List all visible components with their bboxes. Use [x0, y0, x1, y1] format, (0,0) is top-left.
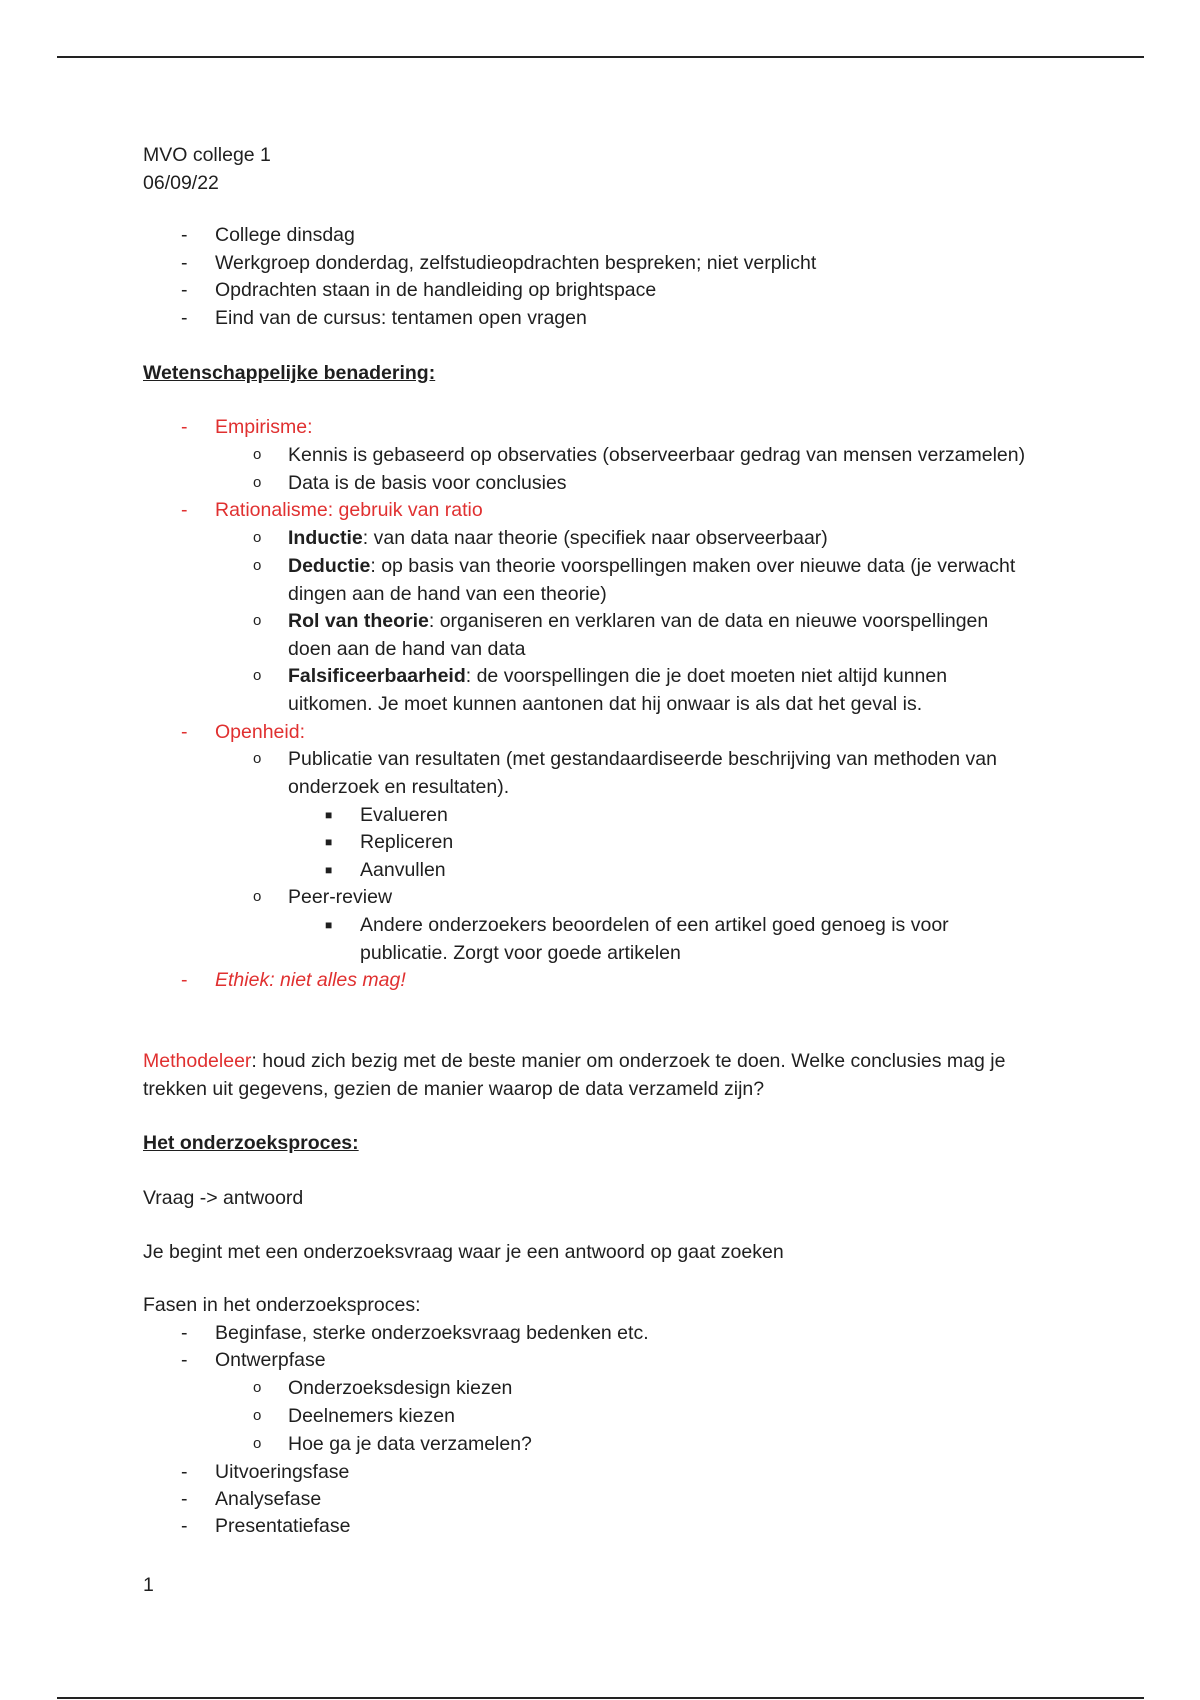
top-rule: [57, 56, 1144, 58]
paragraph-line: Vraag -> antwoord: [143, 1187, 304, 1209]
paragraph-line: Je begint met een onderzoeksvraag waar je een antwoord op gaat zoeken: [143, 1241, 784, 1263]
dash-bullet-icon: -: [181, 1349, 188, 1371]
circle-bullet-icon: o: [253, 750, 262, 767]
paragraph-line: Fasen in het onderzoeksproces:: [143, 1294, 421, 1316]
dash-bullet-icon: -: [181, 969, 188, 991]
doc-date: 06/09/22: [143, 172, 219, 194]
square-bullet-icon: ■: [325, 808, 333, 822]
section-heading: Het onderzoeksproces:: [143, 1132, 359, 1154]
dash-bullet-icon: -: [181, 1488, 188, 1510]
circle-bullet-icon: o: [253, 446, 262, 463]
circle-bullet-icon: o: [253, 612, 262, 629]
bottom-rule: [57, 1697, 1144, 1699]
circle-bullet-icon: o: [253, 667, 262, 684]
circle-bullet-icon: o: [253, 529, 262, 546]
square-bullet-icon: ■: [325, 863, 333, 877]
circle-bullet-icon: o: [253, 557, 262, 574]
dash-bullet-icon: -: [181, 1515, 188, 1537]
section-heading: Wetenschappelijke benadering:: [143, 362, 436, 384]
paragraph-line: trekken uit gegevens, gezien de manier waarop de data verzameld zijn?: [143, 1078, 765, 1100]
paragraph-methodeleer: Methodeleer: houd zich bezig met de beste manier om onderzoek te doen. Welke conclusies mag je: [143, 1050, 1006, 1072]
circle-bullet-icon: o: [253, 1407, 262, 1424]
dash-bullet-icon: -: [181, 416, 188, 438]
page-number: 1: [143, 1574, 154, 1596]
dash-bullet-icon: -: [181, 721, 188, 743]
circle-bullet-icon: o: [253, 1435, 262, 1452]
circle-bullet-icon: o: [253, 1379, 262, 1396]
square-bullet-icon: ■: [325, 835, 333, 849]
circle-bullet-icon: o: [253, 474, 262, 491]
dash-bullet-icon: -: [181, 499, 188, 521]
dash-bullet-icon: -: [181, 1322, 188, 1344]
circle-bullet-icon: o: [253, 888, 262, 905]
doc-title: MVO college 1: [143, 144, 271, 166]
dash-bullet-icon: -: [181, 252, 188, 274]
dash-bullet-icon: -: [181, 1461, 188, 1483]
dash-bullet-icon: -: [181, 307, 188, 329]
square-bullet-icon: ■: [325, 918, 333, 932]
dash-bullet-icon: -: [181, 279, 188, 301]
dash-bullet-icon: -: [181, 224, 188, 246]
